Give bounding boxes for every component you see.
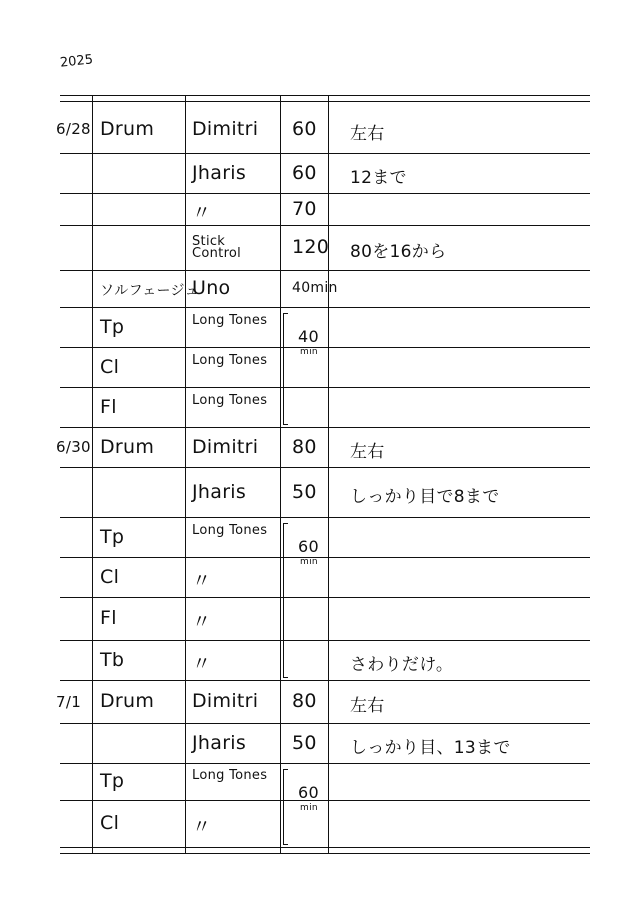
table-top-rule (60, 95, 590, 96)
group-minutes-unit: min (300, 557, 318, 567)
cell-mins: 80 (292, 690, 317, 713)
cell-book: Jharis (192, 161, 247, 184)
row-separator (60, 680, 590, 681)
minutes-bracket (283, 313, 288, 425)
cell-book: 〃 (192, 652, 212, 675)
cell-inst: Drum (100, 435, 155, 458)
cell-note: しっかり目で8まで (350, 486, 500, 507)
row-separator (60, 597, 590, 598)
row-separator (60, 467, 590, 468)
cell-book: Long Tones (192, 523, 268, 538)
cell-book: Long Tones (192, 353, 268, 368)
cell-book: Dimitri (192, 435, 259, 458)
cell-book: 〃 (192, 611, 212, 634)
cell-note: 80を16から (350, 242, 447, 263)
group-minutes: 40 (298, 327, 319, 346)
cell-book: Dimitri (192, 690, 259, 713)
cell-mins: 50 (292, 480, 317, 503)
cell-mins: 60 (292, 161, 317, 184)
group-minutes-unit: min (300, 803, 318, 813)
column-divider (280, 95, 281, 853)
cell-date: 6/30 (56, 438, 91, 456)
cell-book: Jharis (192, 731, 247, 754)
row-separator (60, 723, 590, 724)
cell-inst: Tp (100, 315, 125, 338)
cell-note: さわりだけ。 (350, 654, 454, 675)
row-separator (60, 763, 590, 764)
row-separator (60, 387, 590, 388)
cell-inst: Tp (100, 770, 125, 793)
cell-inst: Fl (100, 607, 117, 630)
cell-inst: Fl (100, 395, 117, 418)
cell-note: 左右 (350, 123, 385, 144)
row-separator (60, 225, 590, 226)
cell-inst: Cl (100, 355, 120, 378)
minutes-bracket (283, 523, 288, 678)
table-bottom-rule (60, 853, 590, 854)
row-separator (60, 517, 590, 518)
row-separator (60, 347, 590, 348)
cell-note: 左右 (350, 441, 385, 462)
row-separator (60, 557, 590, 558)
group-minutes: 60 (298, 537, 319, 556)
cell-inst: ソルフェージュ (100, 283, 199, 300)
cell-book: 〃 (192, 201, 212, 224)
cell-mins: 40min (292, 280, 338, 297)
cell-inst: Tp (100, 525, 125, 548)
row-separator (60, 640, 590, 641)
cell-book: Stick Control (192, 233, 242, 261)
column-divider (328, 95, 329, 853)
cell-date: 7/1 (56, 692, 82, 711)
cell-mins: 50 (292, 731, 317, 754)
cell-date: 6/28 (56, 120, 91, 138)
cell-mins: 60 (292, 117, 317, 140)
row-separator (60, 427, 590, 428)
row-separator (60, 153, 590, 154)
row-separator (60, 307, 590, 308)
cell-book: 〃 (192, 816, 212, 839)
row-separator (60, 193, 590, 194)
cell-inst: Tb (100, 648, 125, 671)
cell-book: Long Tones (192, 393, 268, 408)
practice-log-table (56, 95, 590, 855)
cell-inst: Cl (100, 812, 120, 835)
cell-mins: 80 (292, 435, 317, 458)
cell-note: 12まで (350, 167, 407, 188)
table-top-rule (60, 101, 590, 102)
cell-note: しっかり目、13まで (350, 737, 511, 758)
cell-inst: Drum (100, 117, 155, 140)
cell-mins: 70 (292, 197, 317, 220)
year-label: 2025 (59, 52, 94, 71)
cell-book: Jharis (192, 480, 247, 503)
group-minutes-unit: min (300, 347, 318, 357)
cell-mins: 120 (292, 236, 330, 259)
cell-book: Long Tones (192, 767, 268, 783)
cell-note: 左右 (350, 696, 385, 717)
cell-inst: Cl (100, 565, 120, 588)
row-separator (60, 800, 590, 801)
column-divider (92, 95, 93, 853)
cell-book: 〃 (192, 569, 212, 592)
cell-inst: Drum (100, 690, 155, 713)
minutes-bracket (283, 769, 288, 845)
cell-book: Long Tones (192, 313, 268, 328)
column-divider (185, 95, 186, 853)
group-minutes: 60 (298, 783, 319, 802)
cell-book: Uno (192, 277, 231, 300)
table-bottom-rule (60, 847, 590, 848)
row-separator (60, 270, 590, 271)
cell-book: Dimitri (192, 117, 259, 140)
